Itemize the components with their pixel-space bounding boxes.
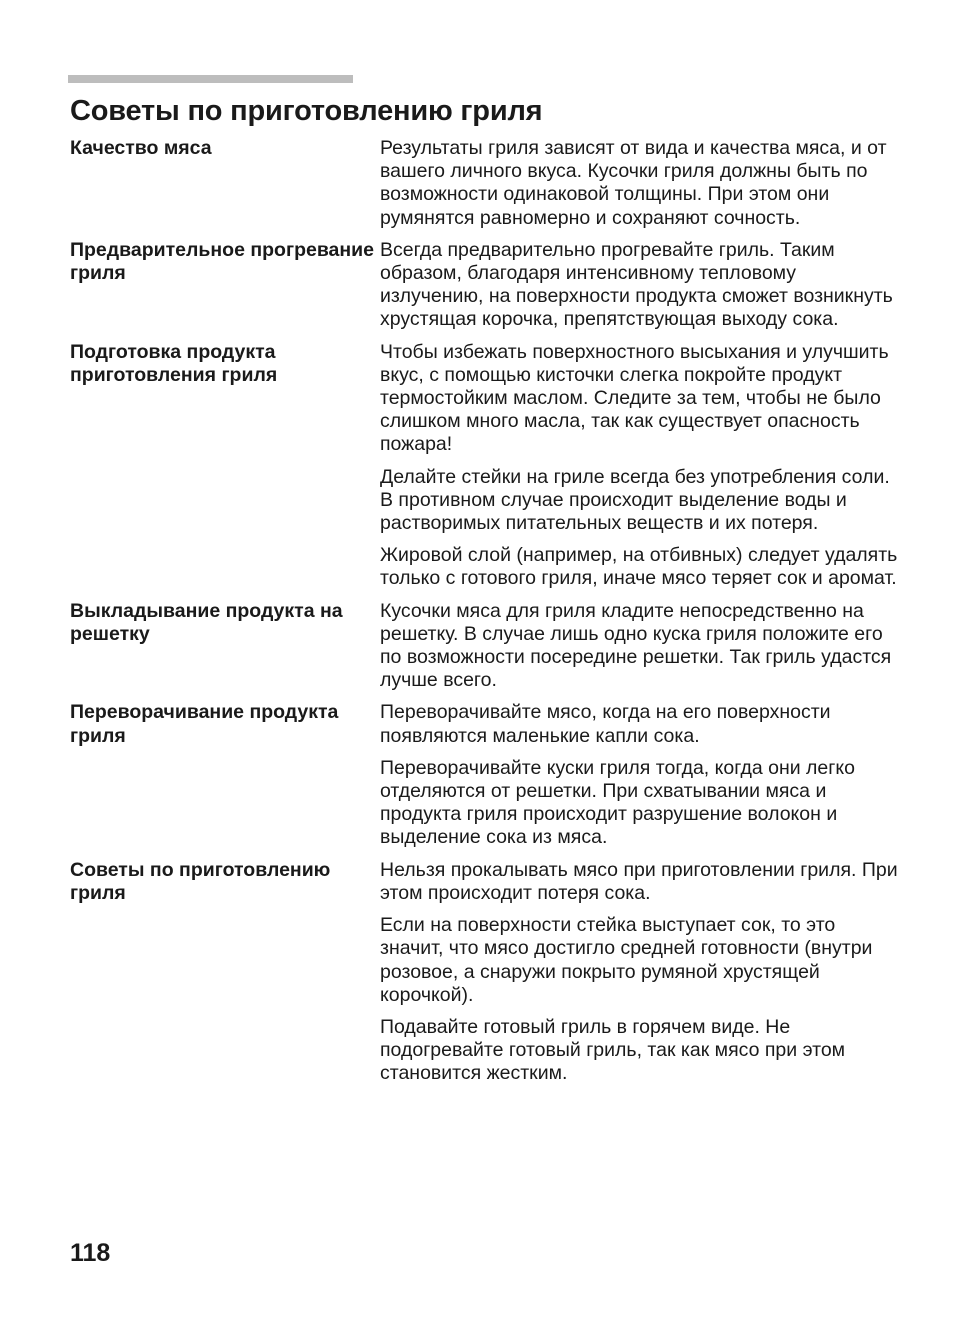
section-body — [380, 239, 900, 332]
section-heading: Предварительное прогревание гриля — [70, 238, 375, 285]
section-paragraph: Подавайте готовый гриль в горячем виде. Не подогревайте готовый гриль, так как мясо при этом становится жестким. — [380, 1015, 846, 1085]
section-heading: Советы по приготовлению гриля — [70, 858, 331, 905]
section-grill-tips — [70, 859, 900, 1086]
section-heading: Выкладывание продукта на решетку — [70, 599, 343, 646]
section-body — [380, 701, 900, 849]
section-body — [380, 341, 900, 591]
section-paragraph: Делайте стейки на гриле всегда без употребления соли. В противном случае происходит выделение воды и растворимых питательных веществ и их потеря. — [380, 465, 890, 535]
section-paragraph: Жировой слой (например, на отбивных) следует удалять только с готового гриля, иначе мясо теряет сок и аромат. — [380, 544, 898, 590]
section-body — [380, 600, 900, 693]
section-body — [380, 859, 900, 1086]
section-heading: Качество мяса — [70, 137, 212, 159]
section-paragraph: Нельзя прокалывать мясо при приготовлении гриля. При этом происходит потеря сока. — [380, 858, 898, 904]
section-heading: Переворачивание продукта гриля — [70, 701, 339, 747]
section-preheating — [70, 239, 900, 332]
section-heading: Подготовка продукта приготовления гриля — [70, 340, 278, 387]
section-body — [380, 137, 900, 230]
section-paragraph: Кусочки мяса для гриля кладите непосредственно на решетку. В случае лишь одно куска гриля положите его по возможности посередине решетки. Так гриль удастся лучше всего. — [380, 599, 892, 692]
section-paragraph: Чтобы избежать поверхностного высыхания и улучшить вкус, с помощью кисточки слегка покройте продукт термостойким маслом. Следите за тем, чтобы не было слишком много масла, так как существует опасность пожара! — [380, 340, 889, 456]
section-paragraph: Переворачивайте мясо, когда на его поверхности появляются маленькие капли сока. — [380, 701, 831, 747]
section-paragraph: Всегда предварительно прогревайте гриль. Таким образом, благодаря интенсивному тепловому излучению, на поверхности продукта сможет возникнуть хрустящая корочка, препятствующая выходу сока. — [380, 238, 893, 331]
header-rule — [68, 75, 353, 83]
section-meat-quality — [70, 137, 900, 230]
section-paragraph: Результаты гриля зависят от вида и качества мяса, и от вашего личного вкуса. Кусочки гриля должны быть по возможности одинаковой толщины. При этом они румянятся равномерно и сохраняют сочность. — [380, 137, 887, 229]
section-placing-on-rack — [70, 600, 900, 693]
section-paragraph: Переворачивайте куски гриля тогда, когда они легко отделяются от решетки. При схватывании мяса и продукта гриля происходит разрушение волокон и выделение сока из мяса. — [380, 756, 855, 849]
sections-list — [70, 137, 900, 1086]
section-preparation — [70, 341, 900, 591]
page-title: Советы по приготовлению гриля — [70, 95, 543, 127]
page-number: 118 — [70, 1239, 111, 1267]
section-paragraph: Если на поверхности стейка выступает сок, то это значит, что мясо достигло средней готовности (внутри розовое, а снаружи покрыто румяной хрустящей корочкой). — [380, 914, 873, 1006]
section-turning — [70, 701, 900, 849]
